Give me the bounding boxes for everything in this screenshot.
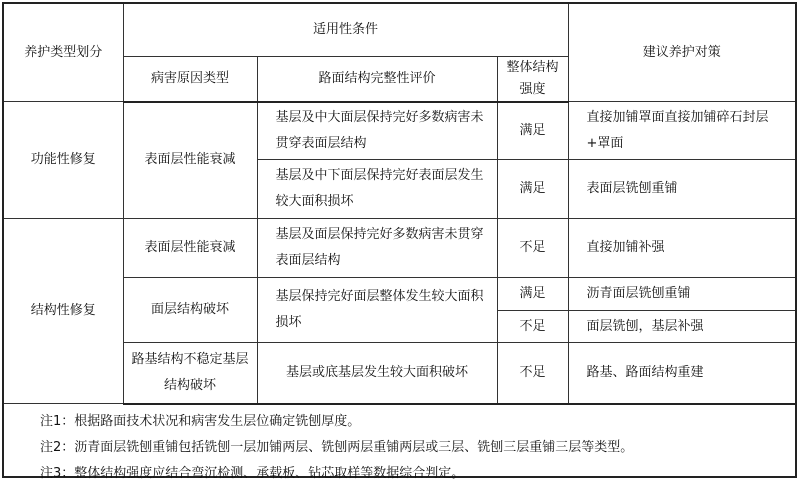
measure-cell: 直接加铺补强: [568, 219, 795, 278]
table-notes: [4, 405, 795, 487]
strength-cell: 满足: [497, 102, 568, 160]
strength-cell: 满足: [497, 160, 568, 219]
table-row: [4, 343, 795, 404]
table-row: [4, 278, 795, 311]
measure-cell: 沥青面层铣刨重铺: [568, 278, 795, 311]
measure-cell: 面层铣刨，基层补强: [568, 311, 795, 343]
strength-cell: 不足: [497, 311, 568, 343]
maintenance-strategy-table: [4, 4, 795, 405]
integrity-cell: 基层保持完好面层整体发生较大面积损坏: [257, 278, 497, 343]
header-strength: [497, 56, 568, 102]
cause-cell: 表面层性能衰减: [123, 219, 257, 278]
strength-cell: 不足: [497, 343, 568, 404]
strength-cell: 不足: [497, 219, 568, 278]
integrity-cell: 基层及面层保持完好多数病害未贯穿表面层结构: [257, 219, 497, 278]
measure-cell: 直接加铺罩面直接加铺碎石封层+罩面: [568, 102, 795, 160]
header-measures: 建议养护对策: [568, 4, 795, 102]
table-row: [4, 219, 795, 278]
header-strength-line1: 整体结构: [506, 59, 559, 75]
integrity-cell: 基层及中下面层保持完好表面层发生较大面积损坏: [257, 160, 497, 219]
note-3: 注3：整体结构强度应结合弯沉检测、承载板、钻芯取样等数据综合判定。: [40, 465, 465, 481]
note-2: 注2：沥青面层铣刨重铺包括铣刨一层加铺两层、铣刨两层重铺两层或三层、铣刨三层重铺三层等类型。: [40, 439, 634, 455]
strength-cell: 满足: [497, 278, 568, 311]
header-conditions: 适用性条件: [123, 4, 568, 56]
header-cause-type: 病害原因类型: [123, 56, 257, 102]
integrity-cell: 基层或底基层发生较大面积破坏: [257, 343, 497, 404]
note-1: 注1：根据路面技术状况和病害发生层位确定铣刨厚度。: [40, 413, 361, 429]
header-integrity: 路面结构完整性评价: [257, 56, 497, 102]
cause-cell: 面层结构破坏: [123, 278, 257, 343]
header-maintenance-type: 养护类型划分: [4, 4, 123, 102]
header-strength-line2: 强度: [519, 81, 546, 97]
integrity-cell: 基层及中大面层保持完好多数病害未贯穿表面层结构: [257, 102, 497, 160]
measure-cell: 路基、路面结构重建: [568, 343, 795, 404]
measure-cell: 表面层铣刨重铺: [568, 160, 795, 219]
cause-cell: 路基结构不稳定基层结构破坏: [123, 343, 257, 404]
maintenance-type-cell: 结构性修复: [4, 219, 123, 404]
table-row: [4, 102, 795, 160]
cause-cell: 表面层性能衰减: [123, 102, 257, 219]
maintenance-type-cell: 功能性修复: [4, 102, 123, 219]
maintenance-table-container: [2, 2, 797, 481]
